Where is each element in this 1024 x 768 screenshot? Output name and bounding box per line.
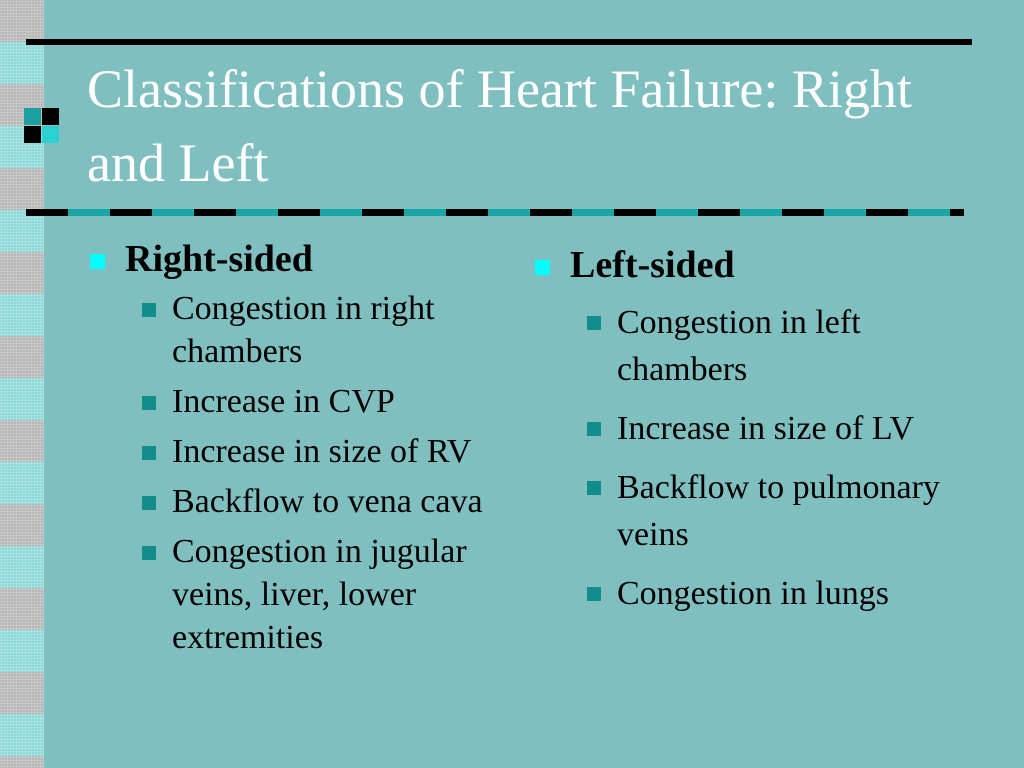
square-bullet-icon xyxy=(142,396,156,410)
list-item-text: Increase in size of LV xyxy=(617,410,915,447)
left-sided-list xyxy=(587,299,955,617)
square-bullet-icon xyxy=(142,546,156,560)
deco-square xyxy=(42,126,59,143)
list-item-text: Congestion in left chambers xyxy=(617,304,861,388)
list-item xyxy=(587,570,955,617)
square-bullet-icon xyxy=(587,587,601,601)
left-sided-heading: Left-sided xyxy=(570,244,735,286)
dashed-divider xyxy=(26,209,964,216)
square-bullet-icon xyxy=(587,316,601,330)
list-item-text: Increase in CVP xyxy=(172,383,395,420)
list-item xyxy=(587,299,955,393)
top-rule xyxy=(26,39,972,45)
list-item-text: Congestion in jugular veins, liver, lower extremities xyxy=(172,533,467,656)
square-bullet-icon xyxy=(535,260,550,275)
list-item-text: Congestion in lungs xyxy=(617,575,890,612)
list-item xyxy=(142,480,490,523)
square-bullet-icon xyxy=(587,481,601,495)
list-item-text: Congestion in right chambers xyxy=(172,290,435,370)
square-bullet-icon xyxy=(142,303,156,317)
left-sided-column xyxy=(535,241,955,629)
square-bullet-icon xyxy=(142,446,156,460)
list-item xyxy=(587,464,955,558)
list-item xyxy=(142,530,490,659)
deco-square xyxy=(24,126,41,143)
square-bullet-icon xyxy=(90,254,105,269)
right-sided-heading: Right-sided xyxy=(125,238,313,280)
list-item-text: Backflow to pulmonary veins xyxy=(617,469,940,553)
square-bullet-icon xyxy=(587,422,601,436)
slide-title: Classifications of Heart Failure: Right and Left xyxy=(87,59,912,193)
list-item-text: Increase in size of RV xyxy=(172,433,472,470)
right-sided-list xyxy=(142,287,490,659)
right-sided-column xyxy=(90,235,490,666)
deco-square xyxy=(24,108,41,125)
right-sided-heading-item xyxy=(90,235,490,283)
title-decoration-squares xyxy=(24,108,60,144)
deco-square xyxy=(42,108,59,125)
left-sided-heading-item xyxy=(535,241,955,289)
list-item-text: Backflow to vena cava xyxy=(172,483,483,520)
square-bullet-icon xyxy=(142,496,156,510)
list-item xyxy=(142,287,490,373)
list-item xyxy=(142,380,490,423)
list-item xyxy=(142,430,490,473)
list-item xyxy=(587,405,955,452)
